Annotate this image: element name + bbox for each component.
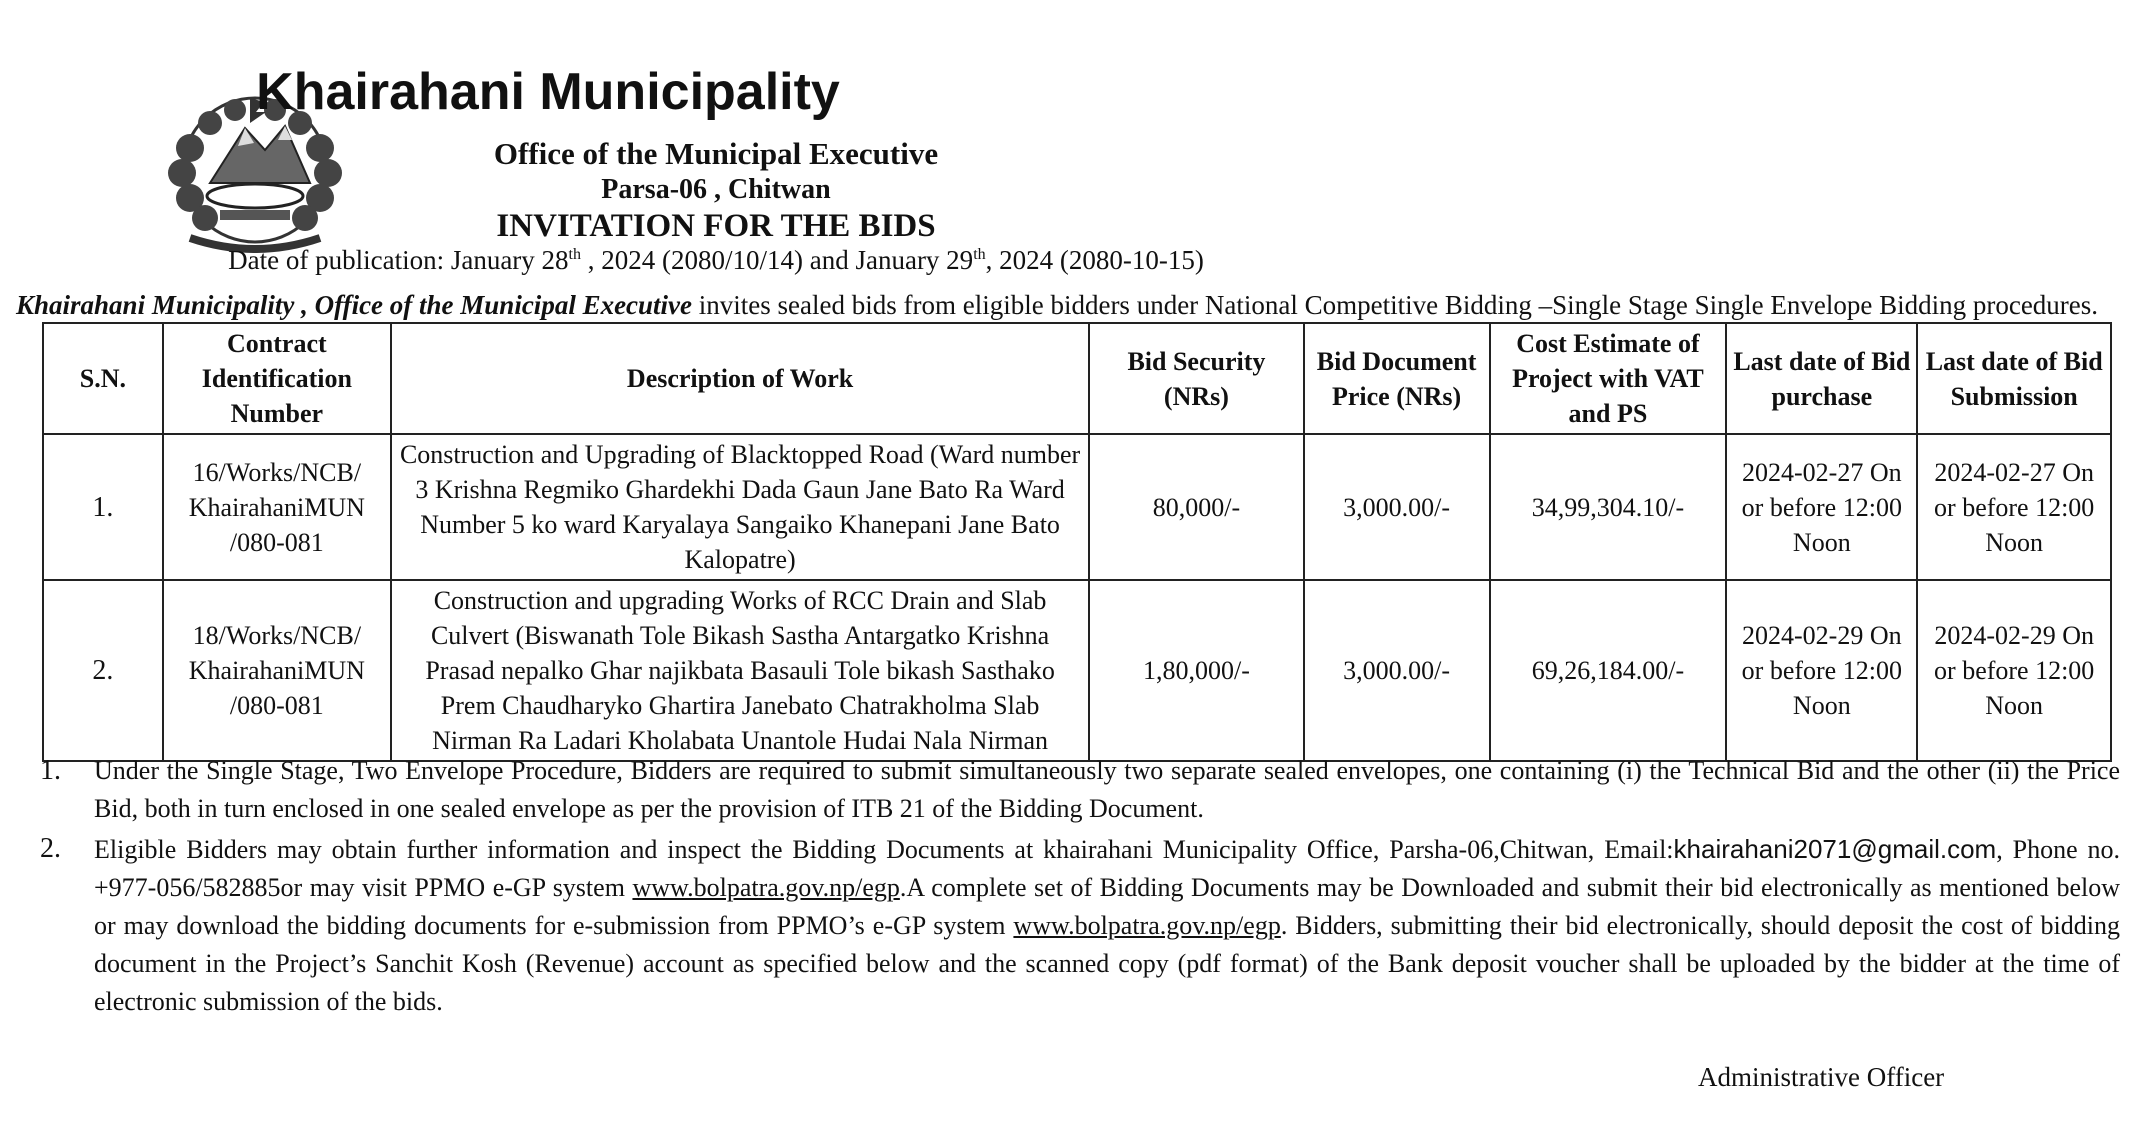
header-bid-purchase: Last date of Bid purchase: [1726, 323, 1917, 434]
cell-bid-submission: 2024-02-29 On or before 12:00 Noon: [1917, 580, 2111, 761]
cell-doc-price: 3,000.00/-: [1304, 434, 1490, 580]
cell-sn: 1.: [43, 434, 163, 580]
intro-paragraph: Khairahani Municipality , Office of the Municipal Executive invites sealed bids from eligible bidders under National Competitive Bidding –Single Stage Single Envelope Bidding procedures.: [16, 290, 2099, 320]
header-cost-estimate: Cost Estimate of Project with VAT and PS: [1490, 323, 1727, 434]
header-doc-price: Bid Document Price (NRs): [1304, 323, 1490, 434]
bids-table: [42, 322, 2112, 762]
list-item: [40, 752, 2120, 828]
publication-date: Date of publication: January 28th , 2024 (2080/10/14) and January 29th, 2024 (2080-10-15): [228, 245, 1204, 275]
table-row: [43, 580, 2111, 761]
table-header-row: [43, 323, 2111, 434]
cell-cost-estimate: 34,99,304.10/-: [1490, 434, 1727, 580]
cell-bid-security: 1,80,000/-: [1089, 580, 1303, 761]
cell-sn: 2.: [43, 580, 163, 761]
table-row: [43, 434, 2111, 580]
header-bid-security: Bid Security (NRs): [1089, 323, 1303, 434]
cell-bid-security: 80,000/-: [1089, 434, 1303, 580]
header-contract-id: Contract Identification Number: [163, 323, 391, 434]
egp-link-2[interactable]: www.bolpatra.gov.np/egp: [1013, 911, 1281, 940]
cell-bid-submission: 2024-02-27 On or before 12:00 Noon: [1917, 434, 2111, 580]
notice-heading: INVITATION FOR THE BIDS: [496, 208, 936, 244]
cell-description: Construction and Upgrading of Blacktopped Road (Ward number 3 Krishna Regmiko Ghardekhi Dada Gaun Jane Bato Ra Ward Number 5 ko ward Karyalaya Sangaiko Khanepani Jane Bato Kalopatre): [391, 434, 1089, 580]
note-text: Eligible Bidders may obtain further information and inspect the Bidding Documents at khairahani Municipality Office, Parsha-06,Chitwan, Email:khairahani2071@gmail.com, Phone no. +977-056/582885or may visit PPMO e-GP system www.bolpatra.gov.np/egp.A complete set of Bidding Documents may be Downloaded and submit their bid electronically as mentioned below or may download the bidding documents for e-submission from PPMO’s e-GP system www.bolpatra.gov.np/egp. Bidders, submitting their bid electronically, should deposit the cost of bidding document in the Project’s Sanchit Kosh (Revenue) account as specified below and the scanned copy (pdf format) of the Bank deposit voucher shall be uploaded by the bidder at the time of electronic submission of the bids.: [94, 834, 2121, 1016]
note-number: 2.: [40, 833, 61, 864]
signature-title: Administrative Officer: [1698, 1062, 1945, 1092]
cell-description: Construction and upgrading Works of RCC Drain and Slab Culvert (Biswanath Tole Bikash Sastha Antargatko Krishna Prasad nepalko Ghar najikbata Basauli Tole bikash Sasthako Prem Chaudharyko Ghartira Janebato Chatrakholma Slab Nirman Ra Ladari Kholabata Unantole Hudai Nala Nirman: [391, 580, 1089, 761]
note-number: 1.: [40, 755, 61, 786]
cell-contract-id: 18/Works/NCB/ KhairahaniMUN /080-081: [163, 580, 391, 761]
cell-contract-id: 16/Works/NCB/ KhairahaniMUN /080-081: [163, 434, 391, 580]
header-sn: S.N.: [43, 323, 163, 434]
cell-bid-purchase: 2024-02-27 On or before 12:00 Noon: [1726, 434, 1917, 580]
list-item: [40, 830, 2120, 1021]
cell-cost-estimate: 69,26,184.00/-: [1490, 580, 1727, 761]
cell-doc-price: 3,000.00/-: [1304, 580, 1490, 761]
header-description: Description of Work: [391, 323, 1089, 434]
header-bid-submission: Last date of Bid Submission: [1917, 323, 2111, 434]
egp-link[interactable]: www.bolpatra.gov.np/egp: [632, 873, 900, 902]
page-title: Khairahani Municipality: [256, 63, 840, 121]
email-text: khairahani2071@gmail.com: [1673, 834, 1997, 864]
cell-bid-purchase: 2024-02-29 On or before 12:00 Noon: [1726, 580, 1917, 761]
office-name: Office of the Municipal Executive: [493, 136, 939, 171]
office-address: Parsa-06 , Chitwan: [601, 174, 831, 205]
note-text: Under the Single Stage, Two Envelope Procedure, Bidders are required to submit simultaneously two separate sealed envelopes, one containing (i) the Technical Bid and the other (ii) the Price Bid, both in turn enclosed in one sealed envelope as per the provision of ITB 21 of the Bidding Document.: [94, 756, 2120, 823]
notes-list: [40, 752, 2120, 1023]
